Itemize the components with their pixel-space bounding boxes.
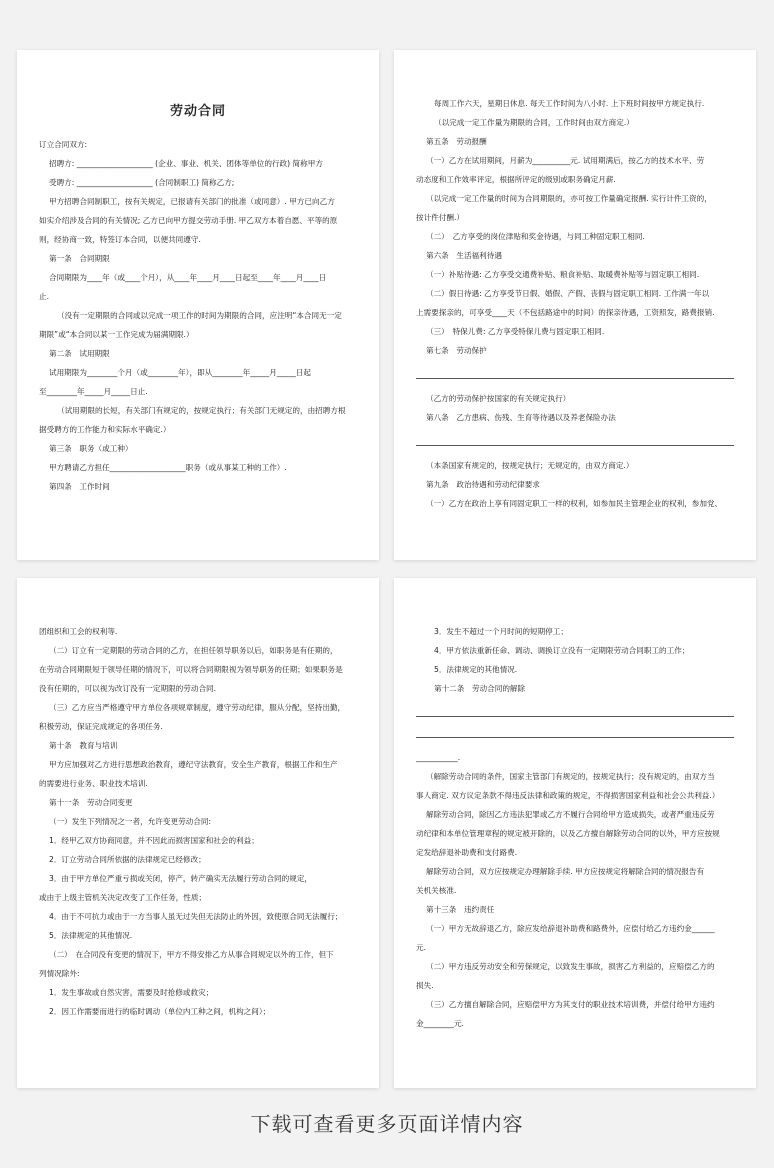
blank-fill-line <box>416 706 734 717</box>
text-line: （乙方的劳动保护按国家的有关规定执行） <box>426 394 571 403</box>
text-line: 损失. <box>416 981 434 990</box>
section-heading: 第五条 劳动报酬 <box>426 137 487 146</box>
text-line: 关机关核准. <box>416 886 457 895</box>
section-heading: 第七条 劳动保护 <box>426 346 487 355</box>
text-line: （试用期限的长短，有关部门有规定的，按规定执行；有关部门无规定的，由招聘方根 <box>57 406 346 415</box>
text-line: 元. <box>416 943 427 952</box>
list-item: 4．甲方依法重新任命、调动、调换订立没有一定期限劳动合同职工的工作； <box>434 646 690 655</box>
text-line: 没有任期的，可以视为改订没有一定期限的劳动合同. <box>39 684 217 693</box>
text-line: （二） 乙方享受的岗位津贴和奖金待遇，与同工种固定职工相同. <box>426 232 645 241</box>
section-heading: 第三条 职务（或工种） <box>49 444 133 453</box>
text-line: （一）乙方在政治上享有同固定职工一样的权利，如参加民主管理企业的权利，参加党、 <box>426 499 723 508</box>
text-line: （二）甲方违反劳动安全和劳保规定，以致发生事故，损害乙方利益的，应赔偿乙方的 <box>426 962 715 971</box>
download-more-banner[interactable]: 下载可查看更多页面详情内容 <box>250 1112 524 1136</box>
section-heading: 第十条 教育与培训 <box>49 741 118 750</box>
text-line: 招聘方: ____________________ (企业、事业、机关、团体等单位的行政) 简称甲方 <box>49 159 323 168</box>
list-item: 1．经甲乙双方协商同意，并不因此而损害国家和社会的利益； <box>49 836 259 845</box>
text-line: 甲方招聘合同制职工，按有关规定，已报请有关部门的批准（或同意）. 甲方已向乙方 <box>49 197 335 206</box>
text-line: 事人商定. 双方议定条款不得违反法律和政策的规定，不得损害国家利益和社会公共利益.） <box>416 791 720 800</box>
text-line: 试用期限为________个月（或________年），即从________年_____月_____日起 <box>49 368 311 377</box>
text-line: （二） 在合同没有变更的情况下，甲方不得安排乙方从事合同规定以外的工作，但下 <box>49 950 334 959</box>
text-line: 动态度和工作效率评定，根据所评定的级别或职务确定月薪. <box>416 175 616 184</box>
section-heading: 第二条 试用期限 <box>49 349 110 358</box>
list-item: 3．由于甲方单位严重亏损或关闭，停产，转产确实无法履行劳动合同的规定， <box>49 874 313 883</box>
section-heading: 第一条 合同期限 <box>49 254 110 263</box>
list-item: 2．因工作需要而进行的临时调动（单位内工种之间，机构之间）； <box>49 1007 271 1016</box>
document-page-1 <box>17 50 379 560</box>
text-line: 甲方聘请乙方担任____________________职务（或从事某工种的工作）. <box>49 463 287 472</box>
text-line: 如实介绍涉及合同的有关情况; 乙方已向甲方提交劳动手册. 甲乙双方本着自愿、平等的原 <box>39 216 338 225</box>
text-line: 的需要进行业务、职业技术培训. <box>39 779 148 788</box>
text-line: 据受聘方的工作能力和实际水平确定.） <box>39 425 171 434</box>
text-line: （一）发生下列情况之一者，允许变更劳动合同: <box>49 817 212 826</box>
text-line: 或由于上级主管机关决定改变了工作任务，性质； <box>39 893 207 902</box>
text-line: ___________. <box>416 753 461 762</box>
section-heading: 第八条 乙方患病、伤残、生育等待遇以及养老保险办法 <box>426 413 616 422</box>
list-item: 5．法律规定的其他情况. <box>49 931 133 940</box>
section-heading: 第十三条 违约责任 <box>426 905 495 914</box>
page-3-body <box>39 622 357 1021</box>
text-line: 解除劳动合同，除因乙方违法犯罪或乙方不履行合同给甲方造成损失，或者严重违反劳 <box>426 810 715 819</box>
text-line: 按计件付酬.） <box>416 213 464 222</box>
list-item: 4．由于不可抗力或由于一方当事人虽无过失但无法防止的外因，致使原合同无法履行； <box>49 912 343 921</box>
text-line: 合同期限为____年（或____个月），从____年____月____日起至____年____月____日 <box>49 273 327 282</box>
text-line: 定发给辞退补助费和支付路费. <box>416 848 518 857</box>
section-heading: 第十二条 劳动合同的解除 <box>434 684 526 693</box>
document-page-3 <box>17 578 379 1088</box>
text-line: （二）假日待遇: 乙方享受节日假、婚假、产假、丧假与固定职工相同. 工作满一年以 <box>426 289 710 298</box>
document-page-4 <box>394 578 756 1088</box>
page-2-body <box>416 94 734 513</box>
list-item: 3．发生不超过一个月时间的短期停工； <box>434 627 568 636</box>
text-line: （解除劳动合同的条件，国家主管部门有规定的，按规定执行；没有规定的，由双方当 <box>426 772 715 781</box>
text-line: 在劳动合同期限短于领导任期的情况下，可以将合同期限视为领导职务的任期；如果职务是 <box>39 665 343 674</box>
text-line: 订立合同双方: <box>39 140 88 149</box>
text-line: 上需要探亲的，可享受____天（不包括路途中的时间）的探亲待遇，工资照发，路费报销. <box>416 308 715 317</box>
text-line: （以完成一定工作量为期限的合同，工作时间由双方商定.） <box>434 118 634 127</box>
page-1-body <box>39 135 357 496</box>
text-line: 则，经协商一致，特签订本合同，以便共同遵守. <box>39 235 201 244</box>
text-line: 列情况除外: <box>39 969 80 978</box>
text-line: 止. <box>39 292 50 301</box>
page-4-body <box>416 622 734 1033</box>
text-line: 解除劳动合同，双方应按规定办理解除手续. 甲方应按规定将解除合同的情况报告有 <box>426 867 705 876</box>
text-line: （三）乙方擅自解除合同，应赔偿甲方为其支付的职业技术培训费，并偿付给甲方违约 <box>426 1000 715 1009</box>
text-line: 团组织和工会的权利等. <box>39 627 118 636</box>
text-line: 受聘方: ____________________ (合同制职工) 简称乙方; <box>49 178 235 187</box>
list-item: 2．订立劳动合同所依据的法律规定已经修改； <box>49 855 206 864</box>
blank-fill-line <box>416 368 734 379</box>
text-line: （一）补贴待遇: 乙方享受交通费补贴、粮食补贴、取暖费补贴等与固定职工相同. <box>426 270 700 279</box>
text-line: （三）乙方应当严格遵守甲方单位各项规章制度，遵守劳动纪律，服从分配，坚持出勤， <box>49 703 346 712</box>
text-line: 金________元. <box>416 1019 464 1028</box>
text-line: （一）乙方在试用期间，月薪为__________元. 试用期满后，按乙方的技术水平、劳 <box>426 156 705 165</box>
text-line: （三） 特保儿费: 乙方享受特保儿费与固定职工相同. <box>426 327 605 336</box>
text-line: （以完成一定工作量的时间为合同期限的，亦可按工作量确定报酬. 实行计件工资的， <box>426 194 712 203</box>
text-line: （二）订立有一定期限的劳动合同的乙方，在担任领导职务以后，如职务是有任期的， <box>49 646 338 655</box>
text-line: （本条国家有规定的，按规定执行；无规定的，由双方商定.） <box>426 461 634 470</box>
text-line: （没有一定期限的合同或以完成一项工作的时间为期限的合同，应注明“本合同无一定 <box>57 311 342 320</box>
document-page-2 <box>394 50 756 560</box>
section-heading: 第十一条 劳动合同变更 <box>49 798 133 807</box>
section-heading: 第四条 工作时间 <box>49 482 110 491</box>
text-line: 积极劳动，保证完成规定的各项任务. <box>39 722 163 731</box>
section-heading: 第六条 生活福利待遇 <box>426 251 502 260</box>
section-heading: 第九条 政治待遇和劳动纪律要求 <box>426 480 540 489</box>
text-line: 甲方应加强对乙方进行思想政治教育，遵纪守法教育，安全生产教育，根据工作和生产 <box>49 760 338 769</box>
list-item: 5．法律规定的其他情况. <box>434 665 518 674</box>
text-line: 至________年_____月_____日止. <box>39 387 148 396</box>
blank-fill-line <box>416 727 734 738</box>
text-line: 每周工作六天，星期日休息. 每天工作时间为八小时. 上下班时间按甲方规定执行. <box>434 99 705 108</box>
text-line: 动纪律和本单位管理章程的规定被开除的，以及乙方擅自解除劳动合同的以外，甲方应按规 <box>416 829 720 838</box>
text-line: 期限”或“本合同以某一工作完成为届满期限.） <box>39 330 194 339</box>
blank-fill-line <box>416 435 734 446</box>
text-line: （一）甲方无故辞退乙方，除应发给辞退补助费和路费外，应偿付给乙方违约金______ <box>426 924 715 933</box>
list-item: 1．发生事故或自然灾害，需要及时抢修或救灾； <box>49 988 214 997</box>
contract-title: 劳动合同 <box>169 104 226 119</box>
